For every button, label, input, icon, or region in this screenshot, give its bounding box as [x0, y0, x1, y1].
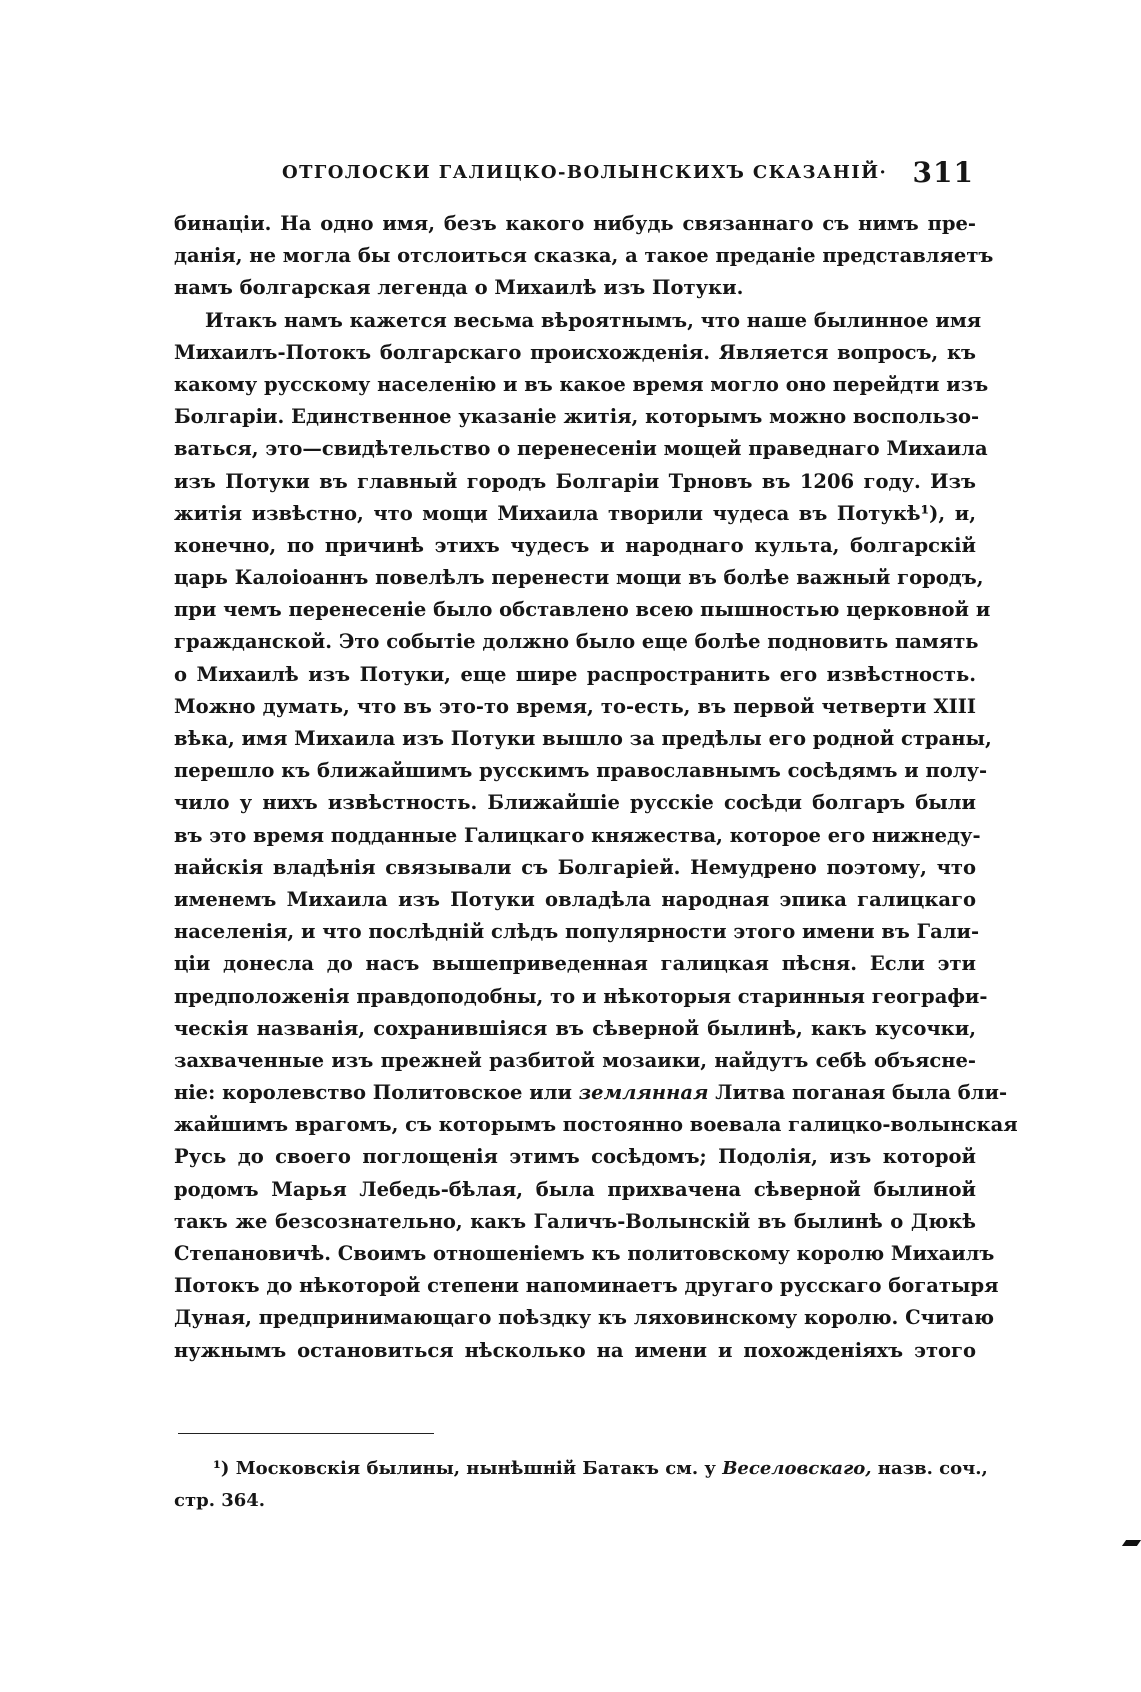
text-line: Дуная, предпринимающаго поѣздку къ ляховинскому королю. Считаю	[174, 1306, 995, 1330]
page-number: 311	[912, 156, 974, 189]
text-line: Можно думать, что въ это-то время, то-есть, въ первой четверти XIII	[174, 694, 976, 718]
text-line: данія, не могла бы отслоиться сказка, а такое преданіе представляетъ	[174, 244, 994, 268]
text-line: перешло къ ближайшимъ русскимъ православнымъ сосѣдямъ и полу-	[174, 759, 988, 783]
text-line: гражданской. Это событіе должно было еще болѣе подновить память	[174, 630, 979, 654]
text-line: такъ же безсознательно, какъ Галичъ-Волынскій въ былинѣ о Дюкѣ	[174, 1209, 976, 1233]
footnote-author: Веселовскаго,	[722, 1458, 872, 1479]
text-line: чило у нихъ извѣстность. Ближайшіе русскіе сосѣди болгаръ были	[174, 791, 976, 815]
text-line: вѣка, имя Михаила изъ Потуки вышло за предѣлы его родной страны,	[174, 727, 992, 750]
footnote-page-ref: стр. 364.	[174, 1490, 266, 1511]
scan-mark	[1122, 1540, 1141, 1546]
text-line: Болгаріи. Единственное указаніе житія, которымъ можно воспользо-	[174, 405, 980, 429]
text-line: жайшимъ врагомъ, съ которымъ постоянно воевала галицко-волынская	[174, 1113, 1018, 1137]
text-line: нужнымъ остановиться нѣсколько на имени и похожденіяхъ этого	[174, 1338, 976, 1362]
footnote-separator	[178, 1433, 434, 1434]
text-line-mixed	[174, 1077, 1008, 1109]
footnote-line	[174, 1453, 988, 1485]
text-line: населенія, и что послѣдній слѣдъ популярности этого имени въ Гали-	[174, 920, 980, 944]
text-line: ческія названія, сохранившіяся въ сѣверной былинѣ, какъ кусочки,	[174, 1016, 976, 1040]
text-line: бинаціи. На одно имя, безъ какого нибудь связаннаго съ нимъ пре-	[174, 212, 976, 235]
text-line: Степановичѣ. Своимъ отношеніемъ къ политовскому королю Михаилъ	[174, 1242, 995, 1265]
text-line: родомъ Марья Лебедь-бѣлая, была прихвачена сѣверной былиной	[174, 1177, 976, 1201]
body-text	[174, 208, 1018, 1367]
running-header	[282, 150, 974, 190]
text-line: царь Калоіоаннъ повелѣлъ перенести мощи въ болѣе важный городъ,	[174, 566, 984, 590]
text-line: въ это время подданные Галицкаго княжества, которое его нижнеду-	[174, 823, 981, 847]
footnote	[174, 1453, 988, 1517]
text-line: Потокъ до нѣкоторой степени напоминаетъ другаго русскаго богатыря	[174, 1274, 999, 1298]
footnote-text: Московскія былины, нынѣшній Батакъ см. у	[235, 1458, 716, 1479]
text-line: ваться, это—свидѣтельство о перенесеніи мощей праведнаго Михаила	[174, 437, 988, 461]
footnote-marker: ¹)	[213, 1458, 230, 1479]
text-line: Михаилъ-Потокъ болгарскаго происхожденія. Является вопросъ, къ	[174, 340, 976, 364]
text-line: изъ Потуки въ главный городъ Болгаріи Трновъ въ 1206 году. Изъ	[174, 469, 976, 493]
text-line: Итакъ намъ кажется весьма вѣроятнымъ, что наше былинное имя	[205, 308, 982, 332]
text-segment: Литва поганая была бли-	[715, 1081, 1008, 1105]
text-line: захваченные изъ прежней разбитой мозаики, найдутъ себѣ объясне-	[174, 1048, 976, 1072]
text-line: предположенія правдоподобны, то и нѣкоторыя старинныя географи-	[174, 984, 988, 1008]
text-line: конечно, по причинѣ этихъ чудесъ и народнаго культа, болгарскій	[174, 533, 976, 557]
footnote-reference: назв. соч.,	[877, 1458, 988, 1479]
text-line: найскія владѣнія связывали съ Болгаріей. Немудрено поэтому, что	[174, 855, 976, 879]
text-line: при чемъ перенесеніе было обставлено всею пышностью церковной и	[174, 598, 991, 622]
footnote-line	[174, 1485, 980, 1517]
running-title: ОТГОЛОСКИ ГАЛИЦКО-ВОЛЫНСКИХЪ СКАЗАНІЙ·	[282, 162, 888, 183]
text-line: житія извѣстно, что мощи Михаила творили чудеса въ Потукѣ¹), и,	[174, 501, 976, 525]
text-line: именемъ Михаила изъ Потуки овладѣла народная эпика галицкаго	[174, 887, 976, 911]
text-line: намъ болгарская легенда о Михаилѣ изъ Потуки.	[174, 276, 744, 300]
text-segment: ніе: королевство Политовское или	[174, 1081, 572, 1105]
text-line: Русь до своего поглощенія этимъ сосѣдомъ; Подолія, изъ которой	[174, 1145, 976, 1169]
text-line: о Михаилѣ изъ Потуки, еще шире распространить его извѣстность.	[174, 662, 976, 686]
italic-word: землянная	[578, 1081, 709, 1105]
text-line: ціи донесла до насъ вышеприведенная галицкая пѣсня. Если эти	[174, 952, 976, 976]
text-line: какому русскому населенію и въ какое время могло оно перейдти изъ	[174, 372, 989, 396]
